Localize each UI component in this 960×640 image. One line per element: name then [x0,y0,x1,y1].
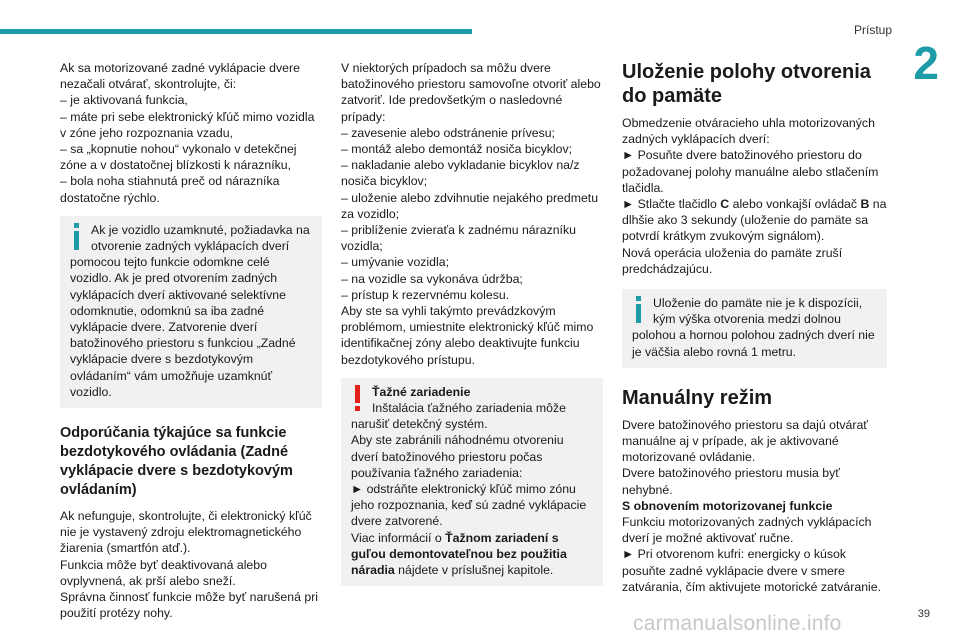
text-part: na dlhšie ako 3 sekundy (uloženie do pamäte sa potvrdí krátkym zvukovým signálom). [622,197,887,244]
control-reference: B [860,197,870,212]
button-reference: C [720,197,730,212]
info-note [60,216,322,408]
note-text: narušiť detekčný systém. [351,417,488,432]
info-icon [631,296,647,323]
paragraph: Správna činnosť funkcie môže byť narušená pri použití protézy nohy. [60,590,319,621]
subheading: S obnovením motorizovanej funkcie [622,498,833,513]
paragraph: Funkcia môže byť deaktivovaná alebo ovplyvnená, ak prší alebo sneží. [60,557,267,588]
note-text-part: nájdete v príslušnej kapitole. [394,563,554,578]
note-text: pomocou tejto funkcie odomkne celé vozidlo. Ak je pred otvorením zadných vyklápacích dverí aktivované selektívne odomknutie, odomknú sa iba zadné vyklápacie dvere. Zatvorenie dverí batožinového priestoru s funkciou „Zadné vyklápacie dvere s bezdotykovým ovládaním“ vám umožňuje uzamknúť vozidlo. [70,255,296,399]
note-text: polohou a hornou polohou zadných dverí nie je väčšia alebo rovná 1 metru. [632,328,875,359]
list-item: – je aktivovaná funkcia, [60,93,188,108]
column-1 [60,60,322,621]
list-item: – umývanie vozidla; [341,255,449,270]
list-item: – zavesenie alebo odstránenie prívesu; [341,125,555,140]
warning-note [341,378,603,586]
list-item: – uloženie alebo zdvihnutie nejakého predmetu za vozidlo; [341,190,599,221]
info-note [622,289,887,368]
list-item: – máte pri sebe elektronický kľúč mimo vozidla v zóne jeho rozpoznania vzadu, [60,109,315,140]
note-text [351,530,593,579]
instruction [622,196,887,245]
list-item: – nakladanie alebo vykladanie bicyklov na/z nosiča bicyklov; [341,158,580,189]
list-item: – priblíženie zvieraťa k zadnému nárazníku vozidla; [341,223,576,254]
text-part: alebo vonkajší ovládač [729,197,861,212]
note-text: Inštalácia ťažného zariadenia môže [372,401,566,416]
paragraph: Funkciu motorizovaných zadných vyklápacích dverí je možné aktivovať ručne. [622,515,872,546]
paragraph: Ak sa motorizované zadné vyklápacie dvere nezačali otvárať, skontrolujte, či: [60,61,300,92]
paragraph: Nová operácia uloženia do pamäte zruší predchádzajúcu. [622,245,843,276]
section-heading: Odporúčania týkajúce sa funkcie bezdotykového ovládania (Zadné vyklápacie dvere s bezdotykovým ovládaním) [60,425,293,499]
paragraph: Obmedzenie otváracieho uhla motorizovaných zadných vyklápacích dverí: [622,116,875,147]
paragraph: Dvere batožinového priestoru musia byť nehybné. [622,466,840,497]
column-2 [341,60,603,596]
warning-title: Ťažné zariadenie [372,384,471,399]
watermark: carmanualsonline.info [633,612,842,635]
section-title: Prístup [853,23,892,37]
paragraph: Dvere batožinového priestoru sa dajú otvárať manuálne aj v prípade, ak je aktivované motorizované ovládanie. [622,417,868,465]
list-item: – montáž alebo demontáž nosiča bicyklov; [341,142,573,157]
text-part: ► Stlačte tlačidlo [622,197,721,212]
list-item: – prístup k rezervnému kolesu. [341,287,510,302]
note-text-part: Viac informácií o [351,530,446,545]
note-text: Uloženie do pamäte nie je k dispozícii, kým výška otvorenia medzi dolnou [653,296,863,327]
list-item: – na vozidle sa vykonáva údržba; [341,271,523,286]
page-number: 39 [917,608,930,620]
info-icon [69,223,85,250]
note-text: Ak je vozidlo uzamknuté, požiadavka na otvorenie zadných vyklápacích dverí [91,222,310,254]
section-heading: Uloženie polohy otvorenia do pamäte [622,61,871,107]
warning-icon [350,385,366,412]
column-3 [622,60,887,595]
note-text: ► odstráňte elektronický kľúč mimo zónu jeho rozpoznania, keď sú zadné vyklápacie dvere zatvorené. [351,482,587,529]
paragraph: Ak nefunguje, skontrolujte, či elektronický kľúč nie je vystavený zdroju elektromagnetického žiarenia (smartfón atď.). [60,509,312,556]
chapter-reference: Ťažnom zariadení s guľou demontovateľnou bez použitia náradia [351,530,567,578]
section-heading: Manuálny režim [622,386,773,409]
instruction: ► Posuňte dvere batožinového priestoru do požadovanej polohy manuálne alebo stlačením tlačidla. [622,148,879,195]
list-item: – bola noha stiahnutá preč od nárazníka dostatočne rýchlo. [60,174,280,205]
header-accent-bar [0,29,472,34]
paragraph: V niektorých prípadoch sa môžu dvere batožinového priestoru samovoľne otvoriť alebo zatvoriť. Ide predovšetkým o nasledovné prípady: [341,61,601,124]
paragraph: Aby ste sa vyhli takýmto prevádzkovým problémom, umiestnite elektronický kľúč mimo identifikačnej zóny alebo deaktivujte funkciu bezdotykového prístupu. [341,304,594,367]
chapter-number: 2 [913,37,939,89]
list-item: – sa „kopnutie nohou“ vykonalo v detekčnej zóne a v dostatočnej blízkosti k nárazníku, [60,142,297,173]
note-text: Aby ste zabránili náhodnému otvoreniu dverí batožinového priestoru počas používania ťažného zariadenia: [351,433,564,480]
instruction: ► Pri otvorenom kufri: energicky o kúsok posuňte zadné vyklápacie dvere v smere zatvárania, čím aktivujete motorické zatváranie. [622,547,882,594]
